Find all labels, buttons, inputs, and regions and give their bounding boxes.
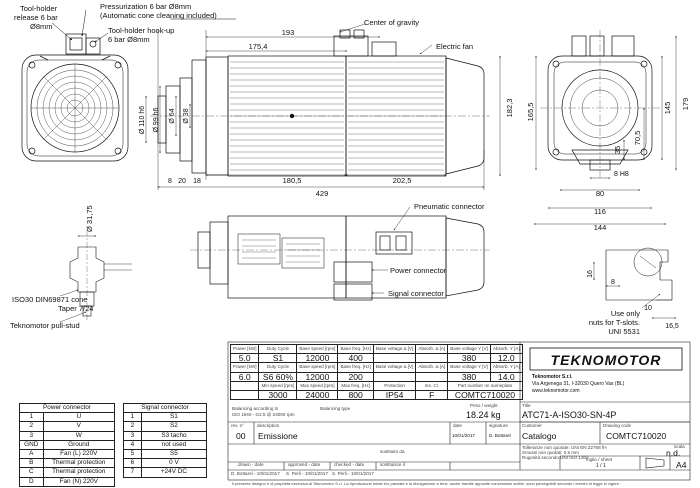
- spec-cell: 12.0: [490, 354, 522, 363]
- logo-text: TEKNOMOTOR: [550, 352, 662, 368]
- rev-date: 10/01/2017: [452, 433, 475, 438]
- spec-cell: [373, 372, 416, 381]
- spec-cell: 12000: [297, 354, 338, 363]
- scale-value: n.d.: [666, 448, 681, 458]
- label-pressurization: Pressurization 6 bar Ø8mm: [100, 2, 192, 11]
- power-connector-table: [19, 403, 115, 487]
- dim-70-5: 70,5: [633, 130, 642, 146]
- scale-label: scala: [674, 444, 685, 449]
- dim-d38: Ø 38: [183, 108, 190, 124]
- pin-function: Fan (N) 220V: [43, 477, 114, 486]
- dim-8h8: 8 H8: [614, 171, 629, 178]
- pin-id: 4: [124, 440, 142, 449]
- pin-id: 2: [20, 422, 44, 431]
- dim-8: 8: [168, 178, 172, 185]
- tolerance-2: Smussi non quotati: 0.5 mm: [522, 450, 579, 455]
- dim-429: 429: [315, 189, 329, 198]
- spec-cell: 6.0: [231, 372, 259, 381]
- pin-id: 5: [124, 449, 142, 458]
- balancing-value: ISO 1940 - G2.5 @ 24000 rpm: [232, 412, 295, 417]
- dim-d99: Ø 99 h6: [153, 107, 160, 133]
- pin-id: B: [20, 459, 44, 468]
- spec-cell: IP54: [373, 390, 416, 399]
- dim-16-5: 16,5: [665, 323, 679, 330]
- spec-header: Part number on nameplate: [448, 381, 523, 390]
- spec-cell: [231, 390, 259, 399]
- tolerance-3: Rugosità secondo UNI ISO 1302: [522, 455, 589, 460]
- approved-label: approved - date: [288, 462, 321, 467]
- balancing-label: Balancing according to: [232, 406, 279, 411]
- signal-connector-table: [123, 403, 207, 478]
- label-signal-connector: Signal connector: [388, 289, 444, 298]
- pin-id: C: [20, 468, 44, 477]
- pin-function: Fan (L) 220V: [43, 449, 114, 458]
- spec-header: Max freq. [Hz]: [338, 381, 373, 390]
- dim-116: 116: [594, 207, 606, 216]
- pin-function: S2: [141, 422, 206, 431]
- signature-label: signature: [489, 423, 508, 428]
- spec-cell: 3000: [259, 390, 297, 399]
- spec-header: Base freq. [Hz]: [338, 363, 373, 372]
- dim-182-3: 182,3: [505, 98, 514, 118]
- dim-179: 179: [681, 97, 690, 111]
- spec-cell: 5.0: [231, 354, 259, 363]
- pin-id: A: [20, 449, 44, 458]
- pin-id: 6: [124, 459, 142, 468]
- customer-label: Customer: [522, 423, 542, 428]
- spec-cell: F: [416, 390, 448, 399]
- pin-id: GND: [20, 440, 44, 449]
- pin-function: S5: [141, 449, 206, 458]
- spec-cell: 800: [338, 390, 373, 399]
- label-pressurization-2: (Automatic cone cleaning included): [100, 11, 217, 20]
- sheet-label: foglio / sheet: [586, 457, 613, 462]
- customer-value: Catalogo: [522, 431, 557, 441]
- label-pneumatic-connector: Pneumatic connector: [414, 202, 485, 211]
- drawn-value: D. Bottarel - 10/01/2017: [231, 471, 280, 476]
- sheet-value: 1 / 1: [596, 463, 606, 469]
- dim-80: 80: [595, 189, 605, 198]
- spec-header: Power [kW]: [231, 345, 259, 354]
- replaces-label: sostituisce il: [380, 462, 405, 467]
- spec-header: Ins. Cl.: [416, 381, 448, 390]
- t-slot-detail: [594, 248, 676, 318]
- spec-header: Power [kW]: [231, 363, 259, 372]
- label-electric-fan: Electric fan: [436, 42, 474, 51]
- center-of-gravity-marker: [290, 114, 294, 118]
- spec-cell: 380: [448, 354, 491, 363]
- spec-header: [231, 381, 259, 390]
- label-center-of-gravity: Center of gravity: [364, 18, 420, 27]
- spec-cell: 400: [338, 354, 373, 363]
- spec-cell: COMTC710020: [448, 390, 523, 399]
- dim-20: 20: [178, 178, 186, 185]
- dim-16: 16: [587, 270, 594, 278]
- pin-function: Ground: [43, 440, 114, 449]
- dim-8b: 8: [611, 279, 615, 286]
- spec-cell: [373, 354, 416, 363]
- spec-header: Protection: [373, 381, 416, 390]
- side-view-bottom: [190, 216, 490, 300]
- front-view-left: [22, 34, 128, 161]
- pin-function: 0 V: [141, 459, 206, 468]
- weight-value: 18.24 kg: [466, 410, 501, 420]
- power-connector-title: Power connector: [20, 404, 115, 413]
- spec-header: Absorb. Δ [A]: [416, 363, 448, 372]
- company-address: Via Argenega 31, I-32030 Quero Vas (BL): [532, 381, 625, 387]
- dim-d110: Ø 110 h6: [139, 105, 146, 135]
- tolerance-1: Tolleranze non quotate: UNI EN 22768 fH: [522, 445, 607, 450]
- drawing-title: ATC71-A-ISO30-SN-4P: [522, 410, 617, 420]
- rev-description: Emissione: [258, 431, 298, 441]
- spec-cell: S6 60%: [259, 372, 297, 381]
- spec-header: Absorb. Y [A]: [490, 363, 522, 372]
- spec-cell: 14.0: [490, 372, 522, 381]
- dim-d64: Ø 64: [169, 108, 176, 124]
- spec-header: Absorb. Δ [A]: [416, 345, 448, 354]
- label-use-only: Use only: [610, 309, 640, 318]
- title-label: Title: [522, 403, 531, 408]
- label-uni: UNI 5531: [608, 327, 640, 336]
- checked-value: S. Perli - 10/01/2017: [332, 471, 374, 476]
- dim-18: 18: [193, 178, 201, 185]
- spec-cell: 380: [448, 372, 491, 381]
- pin-function: Thermal protection: [43, 459, 114, 468]
- replaced-label: sostituito da: [380, 449, 405, 454]
- pin-function: S1: [141, 413, 206, 422]
- company-web: www.teknomotor.com: [532, 388, 580, 394]
- pin-function: V: [43, 422, 114, 431]
- pin-function: Thermal protection: [43, 468, 114, 477]
- label-toolholder-hookup: Tool-holder hook-up: [108, 26, 175, 35]
- spec-header: Absorb. Y [A]: [490, 345, 522, 354]
- pin-function: +24V DC: [141, 468, 206, 477]
- spec-cell: 200: [338, 372, 373, 381]
- pin-id: 1: [124, 413, 142, 422]
- pin-function: W: [43, 431, 114, 440]
- label-iso30-cone: ISO30 DIN69871 cone: [12, 295, 88, 304]
- spec-cell: [416, 354, 448, 363]
- signal-connector-title: Signal connector: [124, 404, 207, 413]
- pin-id: 2: [124, 422, 142, 431]
- desc-label: description: [257, 423, 280, 428]
- end-view-right: [540, 30, 660, 180]
- drawing-code: COMTC710020: [606, 431, 667, 441]
- spec-header: Base voltage Δ [V]: [373, 363, 416, 372]
- balancing-type-label: Balancing type: [320, 406, 351, 411]
- dim-165-5: 165,5: [526, 102, 535, 122]
- spec-header: Min speed [rpm]: [259, 381, 297, 390]
- dim-175-4: 175,4: [248, 42, 268, 51]
- label-toolholder-release-3: Ø8mm: [30, 22, 53, 31]
- dim-d31-75: Ø 31,75: [85, 205, 94, 232]
- weight-label: Peso / weight: [470, 403, 498, 408]
- spec-header: Base voltage Y [V]: [448, 363, 491, 372]
- annotation-labels: [10, 2, 640, 336]
- label-taper: Taper 7/24: [58, 304, 94, 313]
- dim-144: 144: [593, 223, 607, 232]
- dim-193: 193: [281, 28, 295, 37]
- label-pull-stud: Teknomotor pull-stud: [10, 321, 80, 330]
- rev-label: rev. n°: [231, 423, 244, 428]
- ownership-footer: Il presente disegno è di proprietà esclusiva di Teknomotor S.r.l. La riproduzione totale e/o parziale e la divulgazione a terzi, anche tramite apposite concessioni scritte, sono perseguibili secondo i termini di legge in vigore.: [232, 481, 620, 486]
- dim-145: 145: [663, 101, 672, 115]
- drawing-code-label: Drawing code: [603, 423, 632, 428]
- company-name: Teknomotor S.r.l.: [532, 374, 573, 380]
- spec-header: Base speed [rpm]: [297, 345, 338, 354]
- spec-header: Base voltage Δ [V]: [373, 345, 416, 354]
- spec-header: Base freq. [Hz]: [338, 345, 373, 354]
- label-toolholder-hookup-2: 6 bar Ø8mm: [108, 35, 150, 44]
- pin-function: not used: [141, 440, 206, 449]
- spec-cell: [416, 372, 448, 381]
- label-power-connector: Power connector: [390, 266, 447, 275]
- spec-header: Base speed [rpm]: [297, 363, 338, 372]
- rev-signature: D. Bottarel: [489, 433, 511, 438]
- spec-header: Duty Cycle: [259, 345, 297, 354]
- label-nuts-for: nuts for T-slots.: [588, 318, 640, 327]
- approved-value: S. Perli - 10/01/2017: [286, 471, 328, 476]
- label-toolholder-release: Tool-holder: [20, 4, 58, 13]
- date-label: date: [453, 423, 462, 428]
- dim-202-5: 202,5: [392, 176, 412, 185]
- pin-id: 3: [124, 431, 142, 440]
- spec-header: Base voltage Y [V]: [448, 345, 491, 354]
- spec-header: Duty Cycle: [259, 363, 297, 372]
- spec-cell: S1: [259, 354, 297, 363]
- format-value: A4: [676, 460, 687, 470]
- pin-function: U: [43, 413, 114, 422]
- pin-id: 1: [20, 413, 44, 422]
- dim-35: 35: [613, 145, 622, 155]
- label-toolholder-release-2: release 6 bar: [14, 13, 58, 22]
- spec-header: Max speed [rpm]: [297, 381, 338, 390]
- pin-id: D: [20, 477, 44, 486]
- pin-id: 3: [20, 431, 44, 440]
- side-view-top: [150, 30, 490, 176]
- pin-id: 7: [124, 468, 142, 477]
- dim-10: 10: [644, 305, 652, 312]
- spec-cell: 24000: [297, 390, 338, 399]
- spec-cell: 12000: [297, 372, 338, 381]
- pin-function: S3 tacho: [141, 431, 206, 440]
- dim-180-5: 180,5: [282, 176, 302, 185]
- dimension-labels: [85, 28, 690, 330]
- rev-number: 00: [236, 431, 246, 441]
- spec-table: [230, 344, 523, 400]
- checked-label: checked - date: [334, 462, 365, 467]
- drawn-label: drawn - date: [238, 462, 264, 467]
- caliper-icon: [646, 458, 664, 468]
